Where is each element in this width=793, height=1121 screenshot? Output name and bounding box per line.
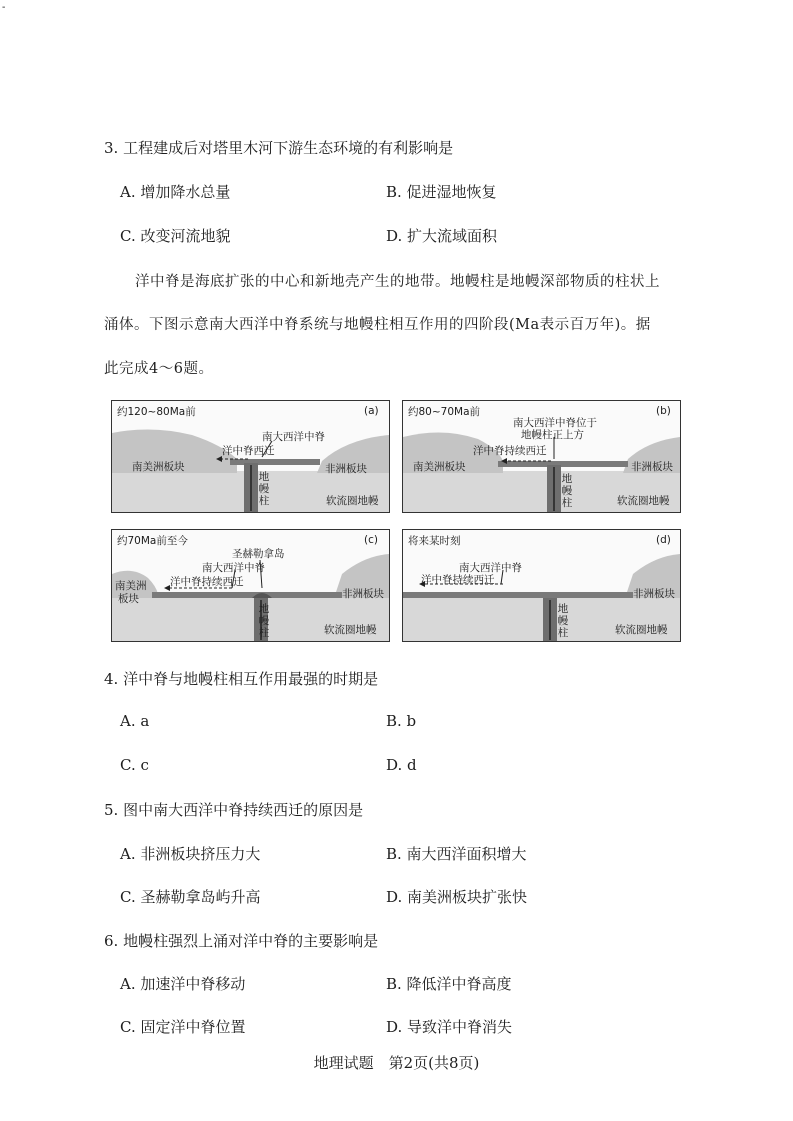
panel-c-tag: (c) bbox=[364, 534, 378, 546]
figure-panel-b bbox=[402, 400, 681, 513]
panel-a-period: 约120~80Ma前 bbox=[117, 406, 196, 418]
q5-option-d[interactable]: D. 南美洲板块扩张快 bbox=[386, 888, 528, 906]
panel-a-mantle: 软流圈地幔 bbox=[326, 495, 379, 507]
panel-c-left-plate-2: 板块 bbox=[118, 593, 139, 605]
panel-c-mantle: 软流圈地幔 bbox=[324, 624, 377, 636]
panel-b-note-line-2: 地幔柱正上方 bbox=[521, 429, 584, 441]
panel-a-right-plate: 非洲板块 bbox=[325, 463, 367, 475]
panel-b-period: 约80~70Ma前 bbox=[408, 406, 481, 418]
panel-d-period: 将来某时刻 bbox=[408, 535, 461, 547]
panel-b-mantle: 软流圈地幔 bbox=[617, 495, 670, 507]
panel-b-plume: 地幔柱 bbox=[561, 473, 573, 509]
panel-b-right-plate: 非洲板块 bbox=[631, 461, 673, 473]
panel-a-ridge-label: 南大西洋中脊 bbox=[262, 431, 325, 443]
panel-c-migration: 洋中脊持续西迁 bbox=[170, 576, 244, 588]
panel-c-right-plate: 非洲板块 bbox=[342, 588, 384, 600]
panel-a-left-plate: 南美洲板块 bbox=[132, 461, 185, 473]
panel-c-island: 圣赫勒拿岛 bbox=[232, 548, 285, 560]
q6-option-d[interactable]: D. 导致洋中脊消失 bbox=[386, 1018, 513, 1036]
q4-stem: 4. 洋中脊与地幔柱相互作用最强的时期是 bbox=[104, 670, 379, 688]
q3-option-b[interactable]: B. 促进湿地恢复 bbox=[386, 183, 497, 201]
panel-b-migration: 洋中脊持续西迁 bbox=[473, 445, 547, 457]
panel-d-plume: 地幔柱 bbox=[557, 603, 569, 639]
q4-option-a[interactable]: A. a bbox=[120, 712, 150, 730]
figure-panel-a bbox=[111, 400, 390, 513]
panel-b-tag: (b) bbox=[656, 405, 671, 417]
panel-a-tag: (a) bbox=[364, 405, 379, 417]
q5-option-c[interactable]: C. 圣赫勒拿岛屿升高 bbox=[120, 888, 261, 906]
q6-option-a[interactable]: A. 加速洋中脊移动 bbox=[120, 975, 246, 993]
panel-d-migration: 洋中脊持续西迁 bbox=[421, 574, 495, 586]
q5-stem: 5. 图中南大西洋中脊持续西迁的原因是 bbox=[104, 801, 364, 819]
panel-d-mantle: 软流圈地幔 bbox=[615, 624, 668, 636]
q6-option-b[interactable]: B. 降低洋中脊高度 bbox=[386, 975, 512, 993]
panel-c-left-plate-1: 南美洲 bbox=[115, 580, 147, 592]
q6-option-c[interactable]: C. 固定洋中脊位置 bbox=[120, 1018, 246, 1036]
panel-d-tag: (d) bbox=[656, 534, 671, 546]
panel-c-period: 约70Ma前至今 bbox=[117, 535, 188, 547]
q3-option-d[interactable]: D. 扩大流域面积 bbox=[386, 227, 498, 245]
q4-option-b[interactable]: B. b bbox=[386, 712, 417, 730]
page-footer: 地理试题 第2页(共8页) bbox=[313, 1054, 480, 1072]
panel-d-ridge-label: 南大西洋中脊 bbox=[459, 562, 522, 574]
q4-option-d[interactable]: D. d bbox=[386, 756, 417, 774]
q5-option-a[interactable]: A. 非洲板块挤压力大 bbox=[120, 845, 261, 863]
panel-a-migration: 洋中脊西迁 bbox=[222, 445, 275, 457]
panel-c-ridge-label: 南大西洋中脊 bbox=[202, 562, 265, 574]
figure-panel-c bbox=[111, 529, 390, 642]
panel-c-plume: 地幔柱 bbox=[258, 603, 270, 639]
figure-panel-d bbox=[402, 529, 681, 642]
panel-a-plume: 地幔柱 bbox=[258, 471, 270, 507]
q6-stem: 6. 地幔柱强烈上涌对洋中脊的主要影响是 bbox=[104, 932, 379, 950]
panel-b-note-line-1: 南大西洋中脊位于 bbox=[513, 417, 597, 429]
q3-option-c[interactable]: C. 改变河流地貌 bbox=[120, 227, 231, 245]
q3-option-a[interactable]: A. 增加降水总量 bbox=[120, 183, 231, 201]
q4-option-c[interactable]: C. c bbox=[120, 756, 149, 774]
panel-d-right-plate: 非洲板块 bbox=[633, 588, 675, 600]
intro-line-3: 此完成4～6题。 bbox=[104, 361, 214, 377]
panel-b-left-plate: 南美洲板块 bbox=[413, 461, 466, 473]
q5-option-b[interactable]: B. 南大西洋面积增大 bbox=[386, 845, 527, 863]
intro-line-1: 洋中脊是海底扩张的中心和新地壳产生的地带。地幔柱是地幔深部物质的柱状上 bbox=[135, 274, 660, 290]
intro-line-2: 涌体。下图示意南大西洋中脊系统与地幔柱相互作用的四阶段(Ma表示百万年)。据 bbox=[104, 317, 651, 333]
q3-stem: 3. 工程建成后对塔里木河下游生态环境的有利影响是 bbox=[104, 139, 454, 157]
corner-mark: - bbox=[2, 2, 6, 13]
